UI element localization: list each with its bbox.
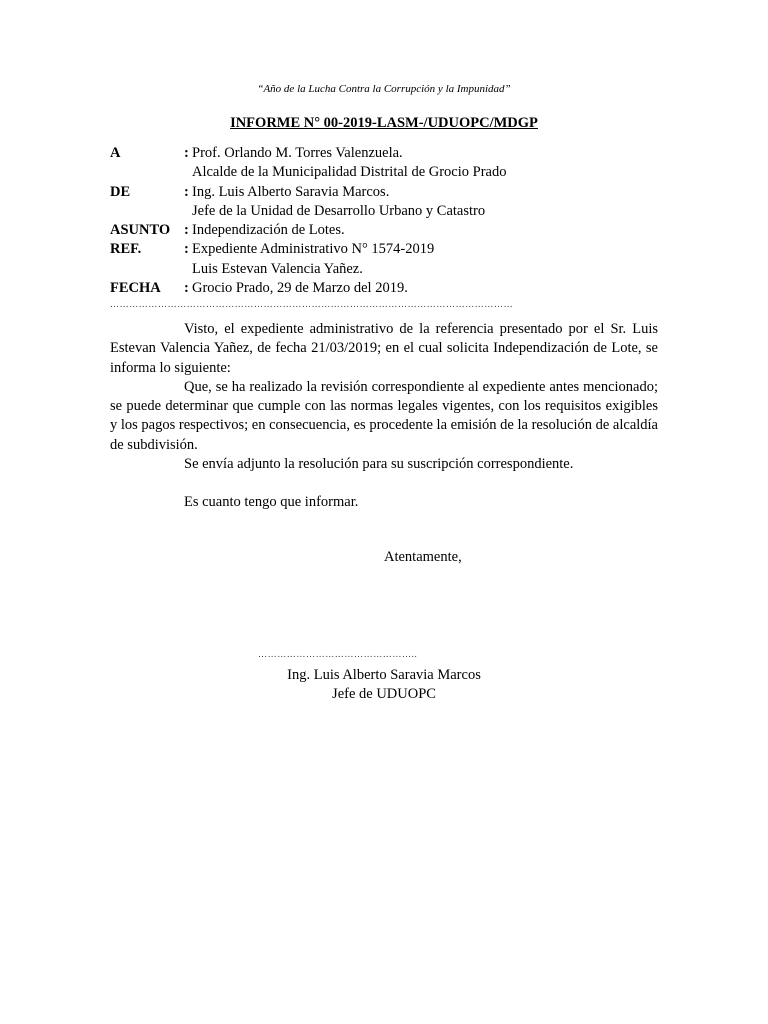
header-label-a: A bbox=[110, 145, 121, 161]
header-label-ref: REF. bbox=[110, 241, 142, 258]
header-row-ref bbox=[110, 240, 670, 259]
signature-line: ………………………………………….. bbox=[258, 649, 418, 659]
header-colon: : bbox=[184, 280, 189, 297]
report-body bbox=[110, 320, 658, 513]
signer-name: Ing. Luis Alberto Saravia Marcos bbox=[287, 667, 481, 683]
header-label-asunto: ASUNTO bbox=[110, 222, 171, 239]
header-row-a bbox=[110, 144, 670, 163]
header-row-fecha bbox=[110, 279, 670, 298]
body-paragraph-4: Es cuanto tengo que informar. bbox=[184, 494, 359, 511]
header-colon: : bbox=[184, 183, 189, 200]
body-paragraph-1: Visto, el expediente administrativo de la referencia presentado por el Sr. Luis Estevan Valencia Yañez, de fecha 21/03/2019; en el cual solicita Independización de Lote, se informa lo siguiente: bbox=[110, 321, 658, 376]
header-value-de: Ing. Luis Alberto Saravia Marcos. bbox=[192, 183, 390, 200]
signature-block bbox=[0, 666, 768, 705]
header-value-a: Prof. Orlando M. Torres Valenzuela. bbox=[192, 145, 403, 161]
dotted-separator: ……………………………………………………………………………………………………………… bbox=[110, 299, 514, 309]
header-row-de bbox=[110, 183, 670, 202]
header-row-asunto bbox=[110, 221, 670, 240]
header-colon: : bbox=[184, 241, 189, 258]
header-cont-a: Alcalde de la Municipalidad Distrital de Grocio Prado bbox=[192, 164, 507, 181]
report-title: INFORME N° 00-2019-LASM-/UDUOPC/MDGP bbox=[230, 115, 538, 131]
header-block bbox=[110, 144, 670, 298]
header-value-fecha: Grocio Prado, 29 de Marzo del 2019. bbox=[192, 280, 408, 297]
header-colon: : bbox=[184, 222, 189, 239]
signer-role: Jefe de UDUOPC bbox=[332, 686, 436, 703]
header-cont-ref: Luis Estevan Valencia Yañez. bbox=[192, 260, 363, 277]
motto-line: “Año de la Lucha Contra la Corrupción y la Impunidad” bbox=[257, 83, 511, 95]
header-label-de: DE bbox=[110, 183, 131, 200]
closing-salutation: Atentamente, bbox=[384, 549, 462, 565]
body-paragraph-3: Se envía adjunto la resolución para su suscripción correspondiente. bbox=[184, 456, 574, 473]
header-label-fecha: FECHA bbox=[110, 280, 161, 297]
header-value-asunto: Independización de Lotes. bbox=[192, 222, 345, 239]
paragraph-spacer bbox=[110, 474, 658, 493]
header-value-ref: Expediente Administrativo N° 1574-2019 bbox=[192, 241, 435, 258]
header-colon: : bbox=[184, 145, 189, 161]
body-paragraph-2: Que, se ha realizado la revisión correspondiente al expediente antes mencionado; se puede determinar que cumple con las normas legales vigentes, con los requisitos exigibles y los pagos respectivos; en consecuencia, es procedente la emisión de la resolución de alcaldía de subdivisión. bbox=[110, 378, 658, 453]
header-cont-de: Jefe de la Unidad de Desarrollo Urbano y Catastro bbox=[192, 202, 486, 219]
